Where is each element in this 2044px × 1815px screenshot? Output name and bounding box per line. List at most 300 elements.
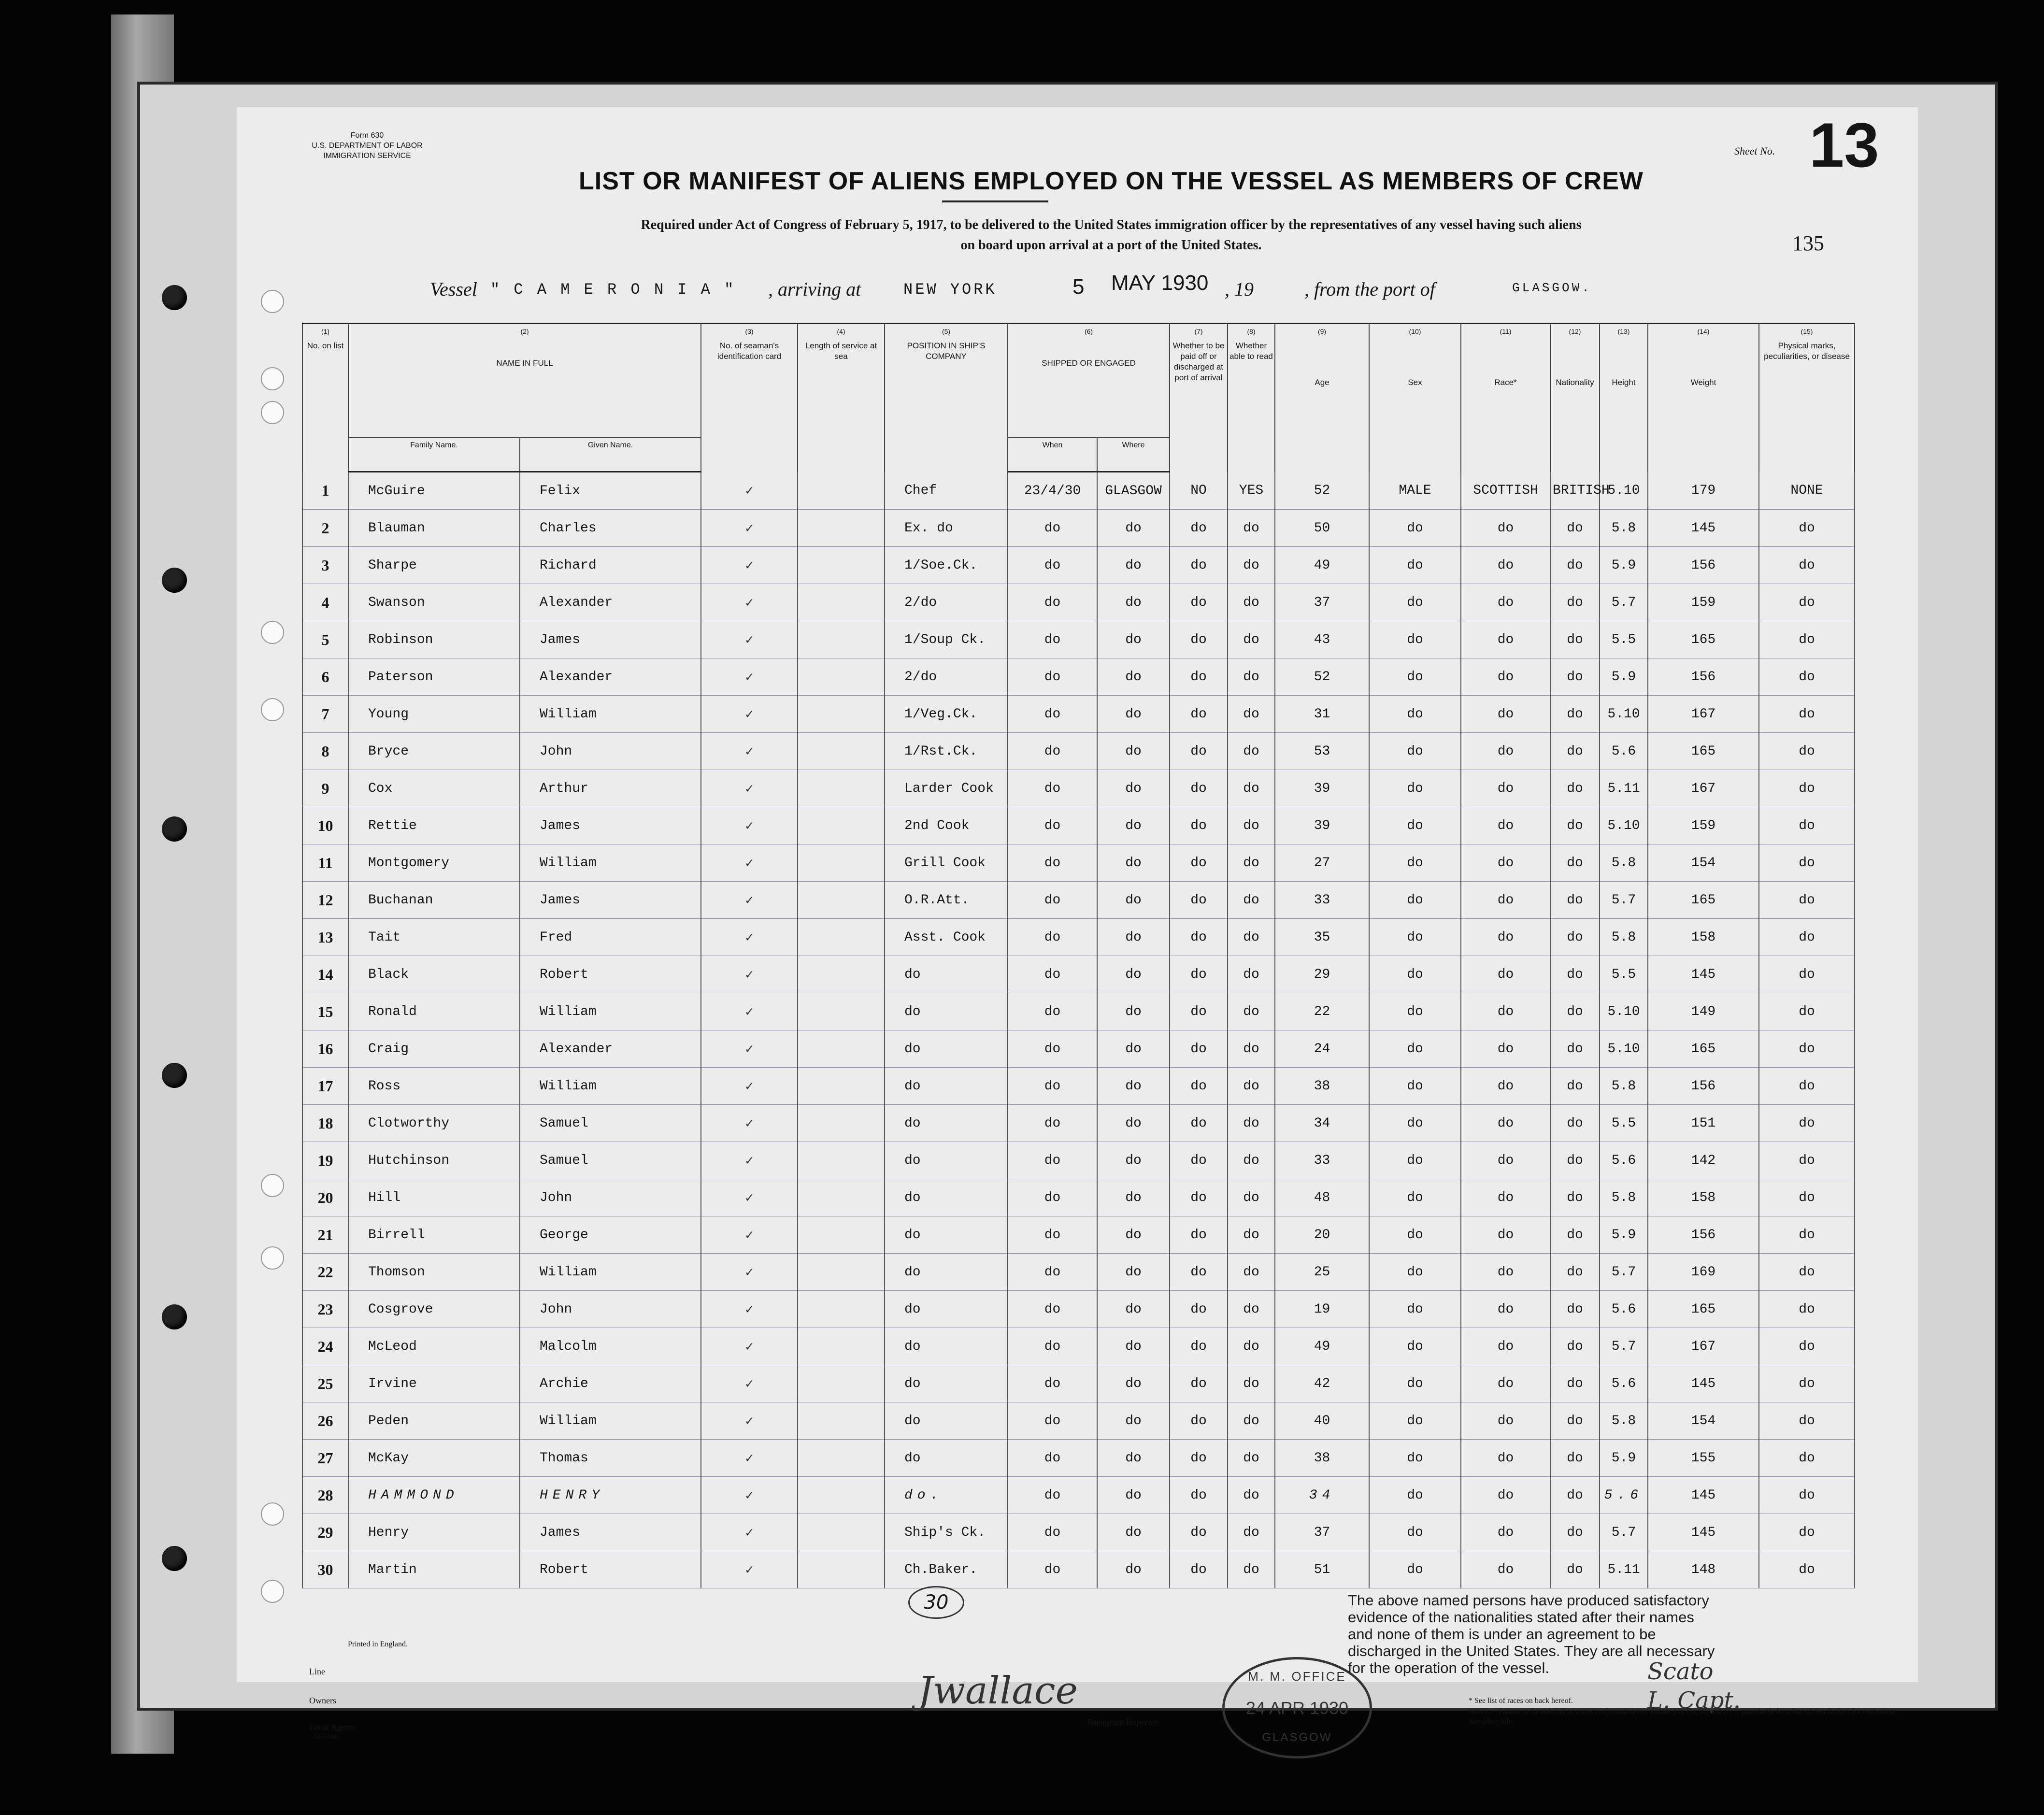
height: 5.6 — [1600, 1142, 1648, 1179]
weight: 158 — [1648, 1179, 1759, 1216]
physical-marks: do — [1759, 882, 1855, 919]
physical-marks: do — [1759, 1514, 1855, 1551]
header-nationality: Nationality — [1550, 339, 1600, 472]
age: 34 — [1275, 1105, 1369, 1142]
shipped-where: do — [1097, 1365, 1170, 1402]
id-card-checkmark-icon: ✓ — [701, 1254, 798, 1291]
punch-hole-icon — [261, 367, 284, 390]
given-name: Robert — [520, 956, 701, 993]
binder-peg-icon — [162, 568, 187, 593]
id-card-checkmark-icon: ✓ — [701, 547, 798, 584]
sex: do — [1369, 1440, 1461, 1477]
shipped-when: do — [1008, 1142, 1097, 1179]
nationality: do — [1550, 1105, 1600, 1142]
race: do — [1461, 1030, 1550, 1068]
height: 5.10 — [1600, 807, 1648, 844]
stamp-date: 24 APR 1930 — [1245, 1698, 1349, 1718]
position: do — [885, 1365, 1008, 1402]
sex: do — [1369, 919, 1461, 956]
race: do — [1461, 733, 1550, 770]
race: do — [1461, 1142, 1550, 1179]
id-card-checkmark-icon: ✓ — [701, 993, 798, 1030]
paid-off: do — [1170, 621, 1228, 658]
nationality: do — [1550, 1514, 1600, 1551]
given-name: James — [520, 1514, 701, 1551]
sex: do — [1369, 696, 1461, 733]
row-number: 3 — [302, 547, 348, 584]
shipped-where: do — [1097, 1179, 1170, 1216]
physical-marks: do — [1759, 1142, 1855, 1179]
race: do — [1461, 807, 1550, 844]
height: 5.7 — [1600, 584, 1648, 621]
header-weight: Weight — [1648, 339, 1759, 472]
shipped-where: do — [1097, 1105, 1170, 1142]
age: 39 — [1275, 807, 1369, 844]
shipped-where: do — [1097, 807, 1170, 844]
crew-row — [302, 696, 1855, 733]
family-name: Irvine — [348, 1365, 520, 1402]
service-length — [798, 1477, 885, 1514]
age: 49 — [1275, 547, 1369, 584]
paid-off: do — [1170, 844, 1228, 882]
race: do — [1461, 919, 1550, 956]
penalty-note: NOTE.—Failure to furnish full or correct information in columns (3), (5), (6) and (7) is punishable by a fine of Ten Dollars for each alien. See other side. — [1469, 1707, 1896, 1726]
shipped-when: do — [1008, 993, 1097, 1030]
height: 5.8 — [1600, 919, 1648, 956]
nationality: BRITISH — [1550, 472, 1600, 510]
row-number: 21 — [302, 1216, 348, 1254]
shipped-where: GLASGOW — [1097, 472, 1170, 510]
id-card-checkmark-icon: ✓ — [701, 956, 798, 993]
height: 5.8 — [1600, 1068, 1648, 1105]
header-when: When — [1008, 438, 1097, 472]
nationality: do — [1550, 1142, 1600, 1179]
vessel-label: Vessel — [430, 278, 477, 300]
header-id-card: No. of seaman's identification card — [701, 339, 798, 472]
race: do — [1461, 658, 1550, 696]
paid-off: NO — [1170, 472, 1228, 510]
shipped-when: do — [1008, 1291, 1097, 1328]
race: do — [1461, 510, 1550, 547]
header-race: Race* — [1461, 339, 1550, 472]
id-card-checkmark-icon: ✓ — [701, 844, 798, 882]
shipped-when: do — [1008, 1068, 1097, 1105]
service-length — [798, 1179, 885, 1216]
sex: do — [1369, 1068, 1461, 1105]
height: 5.8 — [1600, 844, 1648, 882]
punch-hole-icon — [261, 698, 284, 721]
age: 37 — [1275, 584, 1369, 621]
paid-off: do — [1170, 1291, 1228, 1328]
height: 5.7 — [1600, 882, 1648, 919]
physical-marks: do — [1759, 510, 1855, 547]
row-number: 13 — [302, 919, 348, 956]
family-name: Montgomery — [348, 844, 520, 882]
physical-marks: do — [1759, 770, 1855, 807]
able-to-read: do — [1228, 621, 1275, 658]
weight: 155 — [1648, 1440, 1759, 1477]
given-name: Fred — [520, 919, 701, 956]
position: do — [885, 956, 1008, 993]
family-name: Blauman — [348, 510, 520, 547]
shipped-where: do — [1097, 1477, 1170, 1514]
paid-off: do — [1170, 919, 1228, 956]
position: 2/do — [885, 658, 1008, 696]
sex: do — [1369, 844, 1461, 882]
col-num: (3) — [701, 324, 798, 339]
nationality: do — [1550, 658, 1600, 696]
sex: MALE — [1369, 472, 1461, 510]
age: 49 — [1275, 1328, 1369, 1365]
age: 24 — [1275, 1030, 1369, 1068]
form-code: 14-1340 — [314, 1733, 337, 1741]
paid-off: do — [1170, 1254, 1228, 1291]
service-length — [798, 584, 885, 621]
punch-hole-icon — [261, 1580, 284, 1603]
service-length — [798, 1216, 885, 1254]
age: 37 — [1275, 1514, 1369, 1551]
punch-hole-icon — [261, 1502, 284, 1526]
crew-row — [302, 993, 1855, 1030]
header-name-in-full: NAME IN FULL — [348, 339, 701, 438]
physical-marks: do — [1759, 1440, 1855, 1477]
circled-total: 30 — [908, 1586, 964, 1619]
given-name: Alexander — [520, 584, 701, 621]
race-footnote: * See list of races on back hereof. — [1469, 1697, 1573, 1705]
id-card-checkmark-icon: ✓ — [701, 882, 798, 919]
crew-row — [302, 770, 1855, 807]
row-number: 28 — [302, 1477, 348, 1514]
physical-marks: do — [1759, 733, 1855, 770]
row-number: 1 — [302, 472, 348, 510]
crew-row — [302, 1477, 1855, 1514]
paid-off: do — [1170, 1068, 1228, 1105]
crew-row — [302, 1068, 1855, 1105]
family-name: Robinson — [348, 621, 520, 658]
row-number: 15 — [302, 993, 348, 1030]
family-name: Young — [348, 696, 520, 733]
family-name: Clotworthy — [348, 1105, 520, 1142]
age: 35 — [1275, 919, 1369, 956]
id-card-checkmark-icon: ✓ — [701, 1105, 798, 1142]
shipped-when: do — [1008, 1514, 1097, 1551]
form-notes — [1469, 1696, 1903, 1728]
shipped-where: do — [1097, 1402, 1170, 1440]
given-name: Alexander — [520, 658, 701, 696]
weight: 165 — [1648, 733, 1759, 770]
weight: 145 — [1648, 1477, 1759, 1514]
paid-off: do — [1170, 882, 1228, 919]
shipped-where: do — [1097, 1254, 1170, 1291]
able-to-read: do — [1228, 510, 1275, 547]
shipped-where: do — [1097, 621, 1170, 658]
family-name: Ross — [348, 1068, 520, 1105]
sex: do — [1369, 510, 1461, 547]
sex: do — [1369, 1402, 1461, 1440]
inspector-signature: Jwallace — [918, 1669, 1078, 1713]
age: 40 — [1275, 1402, 1369, 1440]
sex: do — [1369, 1291, 1461, 1328]
given-name: HENRY — [520, 1477, 701, 1514]
row-number: 17 — [302, 1068, 348, 1105]
able-to-read: do — [1228, 1291, 1275, 1328]
weight: 145 — [1648, 1365, 1759, 1402]
age: 31 — [1275, 696, 1369, 733]
crew-row — [302, 1514, 1855, 1551]
family-name: McGuire — [348, 472, 520, 510]
sex: do — [1369, 770, 1461, 807]
binder-peg-icon — [162, 285, 187, 310]
position: do — [885, 1254, 1008, 1291]
position: do — [885, 1142, 1008, 1179]
height: 5.10 — [1600, 1030, 1648, 1068]
height: 5.6 — [1600, 1477, 1648, 1514]
weight: 149 — [1648, 993, 1759, 1030]
age: 33 — [1275, 882, 1369, 919]
age: 38 — [1275, 1440, 1369, 1477]
family-name: Sharpe — [348, 547, 520, 584]
physical-marks: do — [1759, 1105, 1855, 1142]
sex: do — [1369, 621, 1461, 658]
arrival-port: NEW YORK — [903, 281, 997, 299]
shipped-when: do — [1008, 1216, 1097, 1254]
nationality: do — [1550, 1551, 1600, 1588]
race: do — [1461, 1440, 1550, 1477]
height: 5.9 — [1600, 658, 1648, 696]
weight: 154 — [1648, 1402, 1759, 1440]
given-name: John — [520, 1291, 701, 1328]
weight: 159 — [1648, 807, 1759, 844]
weight: 145 — [1648, 510, 1759, 547]
sex: do — [1369, 1551, 1461, 1588]
shipped-where: do — [1097, 733, 1170, 770]
nationality: do — [1550, 1328, 1600, 1365]
position: Grill Cook — [885, 844, 1008, 882]
shipped-where: do — [1097, 1514, 1170, 1551]
paid-off: do — [1170, 956, 1228, 993]
paid-off: do — [1170, 1105, 1228, 1142]
crew-manifest-table — [302, 323, 1855, 1588]
sex: do — [1369, 1477, 1461, 1514]
nationality: do — [1550, 1254, 1600, 1291]
age: 19 — [1275, 1291, 1369, 1328]
stamp-location: GLASGOW — [1262, 1731, 1332, 1744]
position: 2/do — [885, 584, 1008, 621]
weight: 154 — [1648, 844, 1759, 882]
id-card-checkmark-icon: ✓ — [701, 733, 798, 770]
row-number: 18 — [302, 1105, 348, 1142]
shipped-when: do — [1008, 621, 1097, 658]
sex: do — [1369, 547, 1461, 584]
subtitle-line-2: on board upon arrival at a port of the United States. — [960, 238, 1262, 253]
shipped-where: do — [1097, 1291, 1170, 1328]
height: 5.10 — [1600, 472, 1648, 510]
able-to-read: do — [1228, 1216, 1275, 1254]
race: do — [1461, 956, 1550, 993]
physical-marks: do — [1759, 1477, 1855, 1514]
nationality: do — [1550, 1365, 1600, 1402]
height: 5.6 — [1600, 1365, 1648, 1402]
height: 5.5 — [1600, 1105, 1648, 1142]
id-card-checkmark-icon: ✓ — [701, 1477, 798, 1514]
form-number: Form 630 — [350, 131, 384, 140]
service-length — [798, 882, 885, 919]
sex: do — [1369, 1365, 1461, 1402]
crew-row — [302, 919, 1855, 956]
nationality: do — [1550, 807, 1600, 844]
paid-off: do — [1170, 1551, 1228, 1588]
physical-marks: do — [1759, 956, 1855, 993]
physical-marks: do — [1759, 1291, 1855, 1328]
service-length — [798, 510, 885, 547]
shipped-when: do — [1008, 844, 1097, 882]
id-card-checkmark-icon: ✓ — [701, 1142, 798, 1179]
family-name: Bryce — [348, 733, 520, 770]
owners-label: Owners — [309, 1696, 336, 1705]
shipped-where: do — [1097, 1142, 1170, 1179]
paid-off: do — [1170, 1142, 1228, 1179]
able-to-read: do — [1228, 807, 1275, 844]
able-to-read: do — [1228, 1254, 1275, 1291]
age: 25 — [1275, 1254, 1369, 1291]
position: do. — [885, 1477, 1008, 1514]
header-position: POSITION IN SHIP'S COMPANY — [885, 339, 1008, 472]
shipped-when: do — [1008, 1105, 1097, 1142]
col-num: (12) — [1550, 324, 1600, 339]
row-number: 11 — [302, 844, 348, 882]
id-card-checkmark-icon: ✓ — [701, 584, 798, 621]
service-length — [798, 472, 885, 510]
shipped-when: do — [1008, 510, 1097, 547]
shipped-when: do — [1008, 1328, 1097, 1365]
age: 50 — [1275, 510, 1369, 547]
shipped-when: do — [1008, 584, 1097, 621]
physical-marks: do — [1759, 1030, 1855, 1068]
physical-marks: do — [1759, 807, 1855, 844]
printer-note: Printed in England. — [348, 1640, 408, 1648]
form-identifier — [295, 130, 440, 161]
shipped-when: do — [1008, 1440, 1097, 1477]
row-number: 26 — [302, 1402, 348, 1440]
able-to-read: do — [1228, 1030, 1275, 1068]
shipped-when: do — [1008, 770, 1097, 807]
shipped-when: do — [1008, 1254, 1097, 1291]
age: 38 — [1275, 1068, 1369, 1105]
nationality: do — [1550, 1030, 1600, 1068]
family-name: Black — [348, 956, 520, 993]
physical-marks: do — [1759, 919, 1855, 956]
shipped-when: do — [1008, 882, 1097, 919]
race: do — [1461, 1291, 1550, 1328]
crew-row — [302, 1142, 1855, 1179]
service-length — [798, 1551, 885, 1588]
able-to-read: do — [1228, 696, 1275, 733]
service-length — [798, 658, 885, 696]
shipped-where: do — [1097, 882, 1170, 919]
col-num: (10) — [1369, 324, 1461, 339]
position: 1/Soup Ck. — [885, 621, 1008, 658]
position: do — [885, 1440, 1008, 1477]
row-number: 10 — [302, 807, 348, 844]
race: do — [1461, 621, 1550, 658]
able-to-read: do — [1228, 1514, 1275, 1551]
given-name: George — [520, 1216, 701, 1254]
row-number: 24 — [302, 1328, 348, 1365]
weight: 156 — [1648, 547, 1759, 584]
header-physical-marks: Physical marks, peculiarities, or disease — [1759, 339, 1855, 472]
nationality: do — [1550, 919, 1600, 956]
nationality: do — [1550, 696, 1600, 733]
weight: 165 — [1648, 882, 1759, 919]
crew-row — [302, 844, 1855, 882]
physical-marks: do — [1759, 1179, 1855, 1216]
age: 34 — [1275, 1477, 1369, 1514]
physical-marks: do — [1759, 658, 1855, 696]
header-family-name: Family Name. — [348, 438, 520, 472]
crew-rows — [302, 472, 1855, 1588]
line-label: Line — [309, 1667, 325, 1676]
id-card-checkmark-icon: ✓ — [701, 1291, 798, 1328]
shipped-where: do — [1097, 993, 1170, 1030]
crew-row — [302, 584, 1855, 621]
crew-row — [302, 1551, 1855, 1588]
paid-off: do — [1170, 733, 1228, 770]
paid-off: do — [1170, 1514, 1228, 1551]
race: do — [1461, 1105, 1550, 1142]
race: do — [1461, 584, 1550, 621]
row-number: 19 — [302, 1142, 348, 1179]
service-length — [798, 919, 885, 956]
given-name: William — [520, 1068, 701, 1105]
race: do — [1461, 882, 1550, 919]
id-card-checkmark-icon: ✓ — [701, 1179, 798, 1216]
weight: 165 — [1648, 1291, 1759, 1328]
id-card-checkmark-icon: ✓ — [701, 807, 798, 844]
family-name: Thomson — [348, 1254, 520, 1291]
weight: 156 — [1648, 1216, 1759, 1254]
id-card-checkmark-icon: ✓ — [701, 1551, 798, 1588]
height: 5.8 — [1600, 1402, 1648, 1440]
crew-row — [302, 1179, 1855, 1216]
weight: 151 — [1648, 1105, 1759, 1142]
age: 53 — [1275, 733, 1369, 770]
given-name: Robert — [520, 1551, 701, 1588]
department-name: U.S. DEPARTMENT OF LABOR — [312, 142, 423, 150]
age: 29 — [1275, 956, 1369, 993]
row-number: 22 — [302, 1254, 348, 1291]
able-to-read: do — [1228, 733, 1275, 770]
row-number: 25 — [302, 1365, 348, 1402]
col-num: (8) — [1228, 324, 1275, 339]
arriving-label: , arriving at — [768, 278, 861, 300]
height: 5.11 — [1600, 1551, 1648, 1588]
binder-peg-icon — [162, 1304, 187, 1329]
weight: 156 — [1648, 658, 1759, 696]
race: do — [1461, 1477, 1550, 1514]
position: Ship's Ck. — [885, 1514, 1008, 1551]
header-shipped-engaged: SHIPPED OR ENGAGED — [1008, 339, 1170, 438]
family-name: HAMMOND — [348, 1477, 520, 1514]
height: 5.7 — [1600, 1514, 1648, 1551]
sex: do — [1369, 1216, 1461, 1254]
age: 52 — [1275, 658, 1369, 696]
service-length — [798, 696, 885, 733]
position: do — [885, 1291, 1008, 1328]
physical-marks: do — [1759, 1551, 1855, 1588]
given-name: William — [520, 696, 701, 733]
document-subtitle — [435, 215, 1787, 256]
weight: 167 — [1648, 1328, 1759, 1365]
